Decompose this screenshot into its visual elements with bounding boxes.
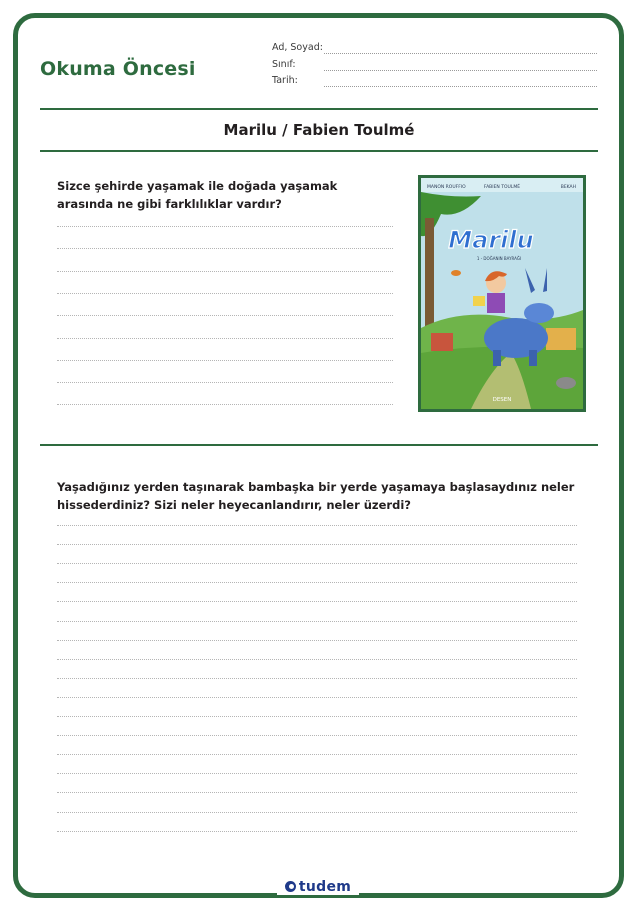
tudem-logo-icon — [285, 881, 296, 892]
answer-line[interactable] — [57, 792, 577, 793]
class-field-line[interactable] — [324, 70, 597, 71]
class-field-label: Sınıf: — [272, 58, 296, 70]
question-1: Sizce şehirde yaşamak ile doğada yaşamak arasında ne gibi farklılıklar vardır? — [57, 179, 338, 212]
answer-line[interactable] — [57, 773, 577, 774]
name-field[interactable] — [272, 42, 597, 59]
cover-subtitle: 1 - DOĞANIN BAYRAĞI — [476, 256, 522, 261]
book-cover — [418, 175, 586, 412]
answer-line[interactable] — [57, 621, 577, 622]
cover-book-prop — [473, 296, 485, 306]
answer-line[interactable] — [57, 404, 393, 405]
divider-top — [40, 108, 598, 110]
answer-line[interactable] — [57, 315, 393, 316]
book-cover-illustration — [421, 178, 583, 409]
answer-line[interactable] — [57, 360, 393, 361]
cover-logo: Marilu — [448, 226, 534, 254]
answer-line[interactable] — [57, 338, 393, 339]
cover-author-2: FABIEN TOULMÉ — [483, 185, 521, 190]
answer-line[interactable] — [57, 697, 577, 698]
answer-line[interactable] — [57, 831, 577, 832]
footer — [0, 876, 636, 896]
date-field-line[interactable] — [324, 86, 597, 87]
answer-line[interactable] — [57, 678, 577, 679]
cover-author-1: MANON ROUFFIO — [427, 185, 466, 190]
name-field-label: Ad, Soyad: — [272, 42, 323, 53]
answer-line[interactable] — [57, 812, 577, 813]
answer-line[interactable] — [57, 582, 577, 583]
cover-author-3: BEKAH — [560, 185, 576, 190]
answer-line[interactable] — [57, 271, 393, 272]
answer-line[interactable] — [57, 735, 577, 736]
answer-line[interactable] — [57, 601, 577, 602]
date-field[interactable] — [272, 75, 597, 92]
answer-line[interactable] — [57, 544, 577, 545]
answer-line[interactable] — [57, 563, 577, 564]
class-field[interactable] — [272, 59, 597, 76]
answer-line[interactable] — [57, 248, 393, 249]
answer-line[interactable] — [57, 659, 577, 660]
divider-title — [40, 150, 598, 152]
cover-publisher: DESEN — [492, 397, 512, 403]
date-field-label: Tarih: — [272, 75, 298, 86]
answer-line[interactable] — [57, 293, 393, 294]
cover-donkey-head — [524, 303, 554, 323]
answer-line[interactable] — [57, 640, 577, 641]
cover-tree-trunk — [425, 218, 434, 328]
cover-donkey-leg-1 — [493, 350, 501, 366]
brand-name: tudem — [298, 879, 352, 895]
answer-line[interactable] — [57, 754, 577, 755]
answer-line[interactable] — [57, 226, 393, 227]
answer-line[interactable] — [57, 525, 577, 526]
page-frame — [13, 13, 624, 898]
answer-line[interactable] — [57, 382, 393, 383]
name-field-line[interactable] — [324, 53, 597, 54]
page-title: Okuma Öncesi — [40, 58, 196, 80]
cover-fence — [546, 328, 576, 350]
question-2: Yaşadığınız yerden taşınarak bambaşka bir yerde yaşamaya başlasaydınız neler hissederdiniz? Sizi neler heyecanlandırır, neler üzerdi? — [57, 480, 575, 513]
cover-donkey-leg-2 — [529, 350, 537, 366]
divider-middle — [40, 444, 598, 446]
cover-bird — [451, 270, 461, 276]
student-info-fields — [272, 42, 597, 92]
cover-rock — [556, 377, 576, 389]
answer-line[interactable] — [57, 716, 577, 717]
brand-logo — [277, 879, 359, 895]
cover-house — [431, 333, 453, 351]
cover-girl-shirt — [487, 293, 505, 313]
book-title: Marilu / Fabien Toulmé — [223, 121, 415, 139]
